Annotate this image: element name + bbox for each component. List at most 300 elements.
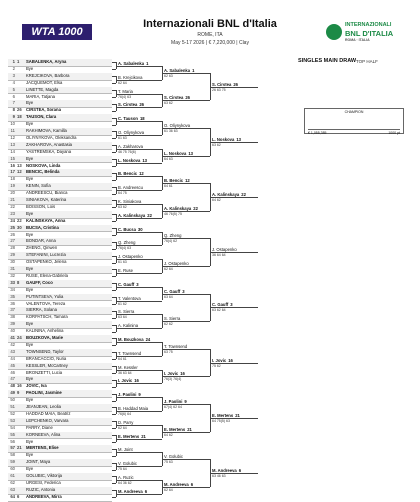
draw-position: 2 — [12, 65, 15, 71]
winner-line — [116, 494, 158, 495]
bracket-connector — [112, 304, 116, 305]
winner-line — [116, 397, 158, 398]
winner-player: B. Krejcikova — [118, 74, 143, 80]
player-name[interactable]: JACQUEMOT, Elsa — [26, 79, 63, 85]
winner-name[interactable] — [118, 75, 144, 80]
winner-player: Q. Zheng — [164, 233, 182, 239]
bracket-connector — [206, 100, 210, 101]
draw-position: 17 — [10, 169, 15, 175]
draw-position: 3 — [12, 72, 15, 78]
match-score: 61 36 63 — [164, 129, 178, 133]
bracket-connector — [112, 152, 116, 153]
draw-position: 58 — [10, 452, 15, 458]
player-name[interactable]: KESSLER, McCartney — [26, 362, 68, 368]
bracket-connector — [158, 163, 162, 164]
match-score: 76(3) 76(4) — [164, 377, 182, 382]
match-score: 64 62 — [164, 432, 173, 437]
winner-name[interactable] — [164, 68, 194, 73]
draw-position: 37 — [10, 307, 15, 313]
bracket-connector — [206, 432, 210, 433]
winner-name[interactable] — [164, 344, 189, 349]
player-name[interactable]: Bye — [26, 397, 34, 403]
winner-line — [116, 176, 158, 177]
player-name[interactable]: CIRSTEA, Sorana — [26, 107, 61, 113]
winner-player: A. Kalinina — [118, 323, 139, 329]
winner-player: M. Andreeva — [118, 488, 143, 494]
match-score: 64 61 — [164, 184, 173, 189]
winner-name[interactable] — [164, 454, 185, 459]
player-name[interactable]: BRONZETTI, Lucia — [26, 369, 63, 375]
draw-position: 6 — [12, 93, 15, 99]
winner-name[interactable] — [212, 137, 241, 142]
player-name[interactable]: STEFANINI, Lucrezia — [26, 252, 66, 258]
player-name[interactable]: RAKHIMOVA, Kamilla — [26, 128, 67, 133]
winner-seed: 9 — [184, 399, 187, 404]
bracket-connector — [158, 466, 162, 467]
winner-player: B. Haddad Maia — [118, 405, 149, 411]
winner-name[interactable] — [164, 95, 190, 100]
winner-name[interactable] — [118, 254, 145, 259]
winner-line — [116, 163, 158, 164]
winner-seed: 26 — [233, 81, 238, 87]
player-name[interactable]: KORPATSCH, Tamara — [26, 314, 68, 320]
match-score: 76(6) 64 — [118, 411, 132, 416]
draw-position: 42 — [10, 341, 15, 347]
bracket-connector — [112, 207, 116, 208]
draw-position: 59 — [10, 459, 15, 465]
draw-position: 19 — [10, 183, 15, 189]
match-score: 63 64 — [118, 315, 127, 320]
match-score: 36 64 64 — [212, 253, 226, 258]
bracket-connector — [158, 190, 162, 191]
bracket-connector — [112, 470, 116, 471]
player-name[interactable]: KALININA, Anhelina — [26, 328, 64, 334]
winner-seed: 3 — [182, 288, 185, 294]
draw-position: 56 — [10, 438, 15, 444]
brand-line-2: BNL D'ITALIA — [345, 29, 394, 38]
winner-player: A. Sabalenka — [164, 67, 191, 73]
winner-seed: 9 — [138, 392, 141, 398]
draw-position: 28 — [10, 245, 15, 251]
bracket-connector — [158, 356, 162, 357]
winner-name[interactable] — [118, 434, 146, 439]
draw-position: 29 — [10, 252, 15, 258]
winner-seed: 21 — [141, 433, 146, 439]
winner-player: Q. Zheng — [118, 240, 136, 246]
player-name[interactable]: OSTAPENKO, Jelena — [26, 259, 67, 265]
player-name[interactable]: BOUZKOVA, Marie — [26, 335, 63, 340]
bracket-connector — [158, 411, 162, 412]
draw-position: 7 — [12, 100, 15, 106]
winner-name[interactable] — [164, 371, 185, 376]
player-name[interactable]: NOSKOVA, Linda — [26, 162, 61, 168]
match-score: 61 62 — [118, 301, 127, 306]
player-name[interactable]: BOISSON, Lois — [26, 203, 56, 209]
winner-name[interactable] — [212, 468, 241, 473]
seed-number: 1 — [17, 59, 20, 64]
winner-name[interactable] — [212, 192, 246, 197]
winner-player: C. Tauson — [118, 116, 138, 122]
player-name[interactable]: JOINT, Maya — [26, 459, 51, 465]
winner-name[interactable] — [118, 351, 143, 356]
player-name[interactable]: RUZIC, Antonia — [26, 486, 56, 492]
winner-seed: 3 — [230, 302, 233, 308]
player-name[interactable]: Bye — [26, 210, 34, 216]
winner-seed: 21 — [235, 412, 240, 418]
bracket-connector — [206, 376, 210, 377]
winner-player: J. Paolini — [164, 399, 183, 404]
draw-position: 13 — [10, 141, 15, 147]
player-name[interactable]: TOWNSEND, Taylor — [26, 348, 64, 354]
player-name[interactable]: ANDREEVA, Mirra — [26, 493, 62, 499]
draw-position: 23 — [10, 210, 15, 216]
match-score: 64 62 — [212, 198, 221, 202]
winner-seed: 18 — [139, 116, 145, 122]
winner-name[interactable] — [212, 302, 233, 307]
match-score: 62 64 — [164, 267, 173, 271]
winner-player: J. Ostapenko — [118, 254, 143, 260]
draw-position: 36 — [10, 300, 15, 306]
winner-name[interactable] — [118, 323, 140, 328]
winner-name[interactable] — [118, 296, 143, 301]
draw-position: 62 — [10, 479, 15, 485]
bracket-connector — [112, 442, 116, 443]
match-score: 75 63 — [164, 460, 173, 465]
winner-name[interactable] — [118, 475, 136, 480]
seed-number: 30 — [17, 224, 22, 230]
winner-player: L. Noskova — [164, 150, 187, 156]
player-name[interactable]: KORNEEVA, Alina — [26, 431, 61, 437]
seed-number: 26 — [17, 107, 22, 113]
bracket-connector — [158, 135, 162, 136]
winner-player: A. Kalinskaya — [164, 205, 192, 211]
player-name[interactable]: RUSE, Elena-Gabriela — [26, 272, 68, 278]
draw-position: 44 — [10, 355, 15, 361]
winner-name[interactable] — [164, 427, 192, 432]
bracket-connector — [158, 439, 162, 440]
draw-position: 11 — [10, 128, 15, 133]
winner-seed: 22 — [147, 212, 152, 218]
winner-name[interactable] — [118, 240, 137, 245]
winner-name[interactable] — [118, 89, 135, 94]
player-name[interactable]: ZHENG, Qinwen — [26, 245, 58, 251]
winner-player: M. Andreeva — [164, 481, 189, 487]
winner-name[interactable] — [164, 289, 185, 294]
brand-line-3: ROMA · ITALIA — [345, 38, 370, 42]
winner-name[interactable] — [118, 365, 140, 370]
winner-name[interactable] — [212, 247, 239, 252]
bracket-connector — [158, 273, 162, 274]
player-name[interactable]: HADDAD MAIA, Beatriz — [26, 410, 71, 416]
player-name[interactable]: Bye — [26, 121, 34, 127]
winner-name[interactable] — [118, 227, 143, 232]
match-score: 64 75 — [118, 191, 127, 196]
draw-position: 34 — [10, 286, 15, 292]
player-name[interactable]: MERTENS, Elise — [26, 445, 59, 451]
winner-name[interactable] — [212, 413, 240, 418]
winner-name[interactable] — [118, 102, 144, 107]
winner-name[interactable] — [164, 399, 187, 404]
player-name[interactable]: Bye — [26, 155, 34, 161]
player-name[interactable]: YASTREMSKA, Dayana — [26, 148, 72, 154]
winner-seed: 13 — [188, 150, 194, 156]
winner-name[interactable] — [118, 489, 147, 494]
winner-name[interactable] — [118, 185, 145, 190]
match-score: 75 62 — [212, 363, 221, 368]
seed-number: 16 — [17, 383, 22, 389]
player-name[interactable]: PAOLINI, Jasmine — [26, 390, 62, 396]
winner-player: A. Sabalenka — [118, 60, 145, 66]
draw-position: 33 — [10, 279, 15, 285]
match-score: 46 75 76(6) — [118, 149, 136, 154]
winner-name[interactable] — [212, 82, 238, 87]
player-name[interactable]: JOVIC, Iva — [26, 383, 47, 389]
winner-player: D. Parry — [118, 419, 134, 425]
winner-name[interactable] — [118, 158, 147, 163]
seed-number: 12 — [17, 169, 22, 175]
player-name[interactable]: Bye — [26, 65, 34, 71]
bracket-connector — [112, 276, 116, 277]
winner-name[interactable] — [118, 144, 145, 149]
bracket-connector — [112, 318, 116, 319]
winner-seed: 13 — [236, 136, 242, 142]
draw-position: 9 — [12, 114, 15, 120]
winner-name[interactable] — [118, 378, 139, 383]
bracket-connector — [112, 497, 116, 498]
winner-line — [116, 287, 158, 288]
bracket-connector — [206, 487, 210, 488]
player-name[interactable]: BENCIC, Belinda — [26, 169, 60, 175]
winner-player: C. Bucsa — [118, 226, 136, 232]
bracket-connector — [158, 218, 162, 219]
player-name[interactable]: LINETTE, Magda — [26, 86, 59, 92]
match-score: 36 63 64 — [118, 370, 132, 375]
winner-name[interactable] — [118, 213, 152, 218]
winner-seed: 6 — [144, 488, 148, 494]
winner-name[interactable] — [164, 482, 193, 487]
draw-position: 4 — [12, 79, 15, 85]
winner-player: J. Ostapenko — [164, 261, 189, 266]
winner-seed: 6 — [238, 468, 242, 473]
winner-name[interactable] — [118, 171, 144, 176]
draw-position: 22 — [10, 203, 15, 209]
winner-seed: 1 — [146, 60, 149, 66]
winner-player: S. Cirstea — [118, 102, 138, 108]
winner-player: V. Golubic — [118, 461, 137, 467]
player-name[interactable]: Bye — [26, 452, 34, 458]
player-name[interactable]: PARRY, Diane — [26, 424, 53, 430]
winner-player: T. Maria — [118, 88, 133, 94]
bracket-connector — [112, 263, 116, 264]
match-score: 63 64 — [164, 294, 173, 299]
winner-name[interactable] — [118, 447, 135, 452]
draw-position: 61 — [10, 473, 15, 478]
draw-position: 52 — [10, 410, 15, 416]
draw-position: 46 — [10, 369, 15, 375]
winner-name[interactable] — [164, 261, 191, 266]
player-name[interactable]: KREJCIKOVA, Barbora — [26, 72, 70, 78]
match-score: 64 61 — [118, 356, 127, 361]
draw-position: 8 — [12, 107, 15, 113]
match-score: 63 62 64 — [212, 308, 226, 313]
bracket-connector — [158, 107, 162, 108]
player-name[interactable]: JEANJEAN, Leolia — [26, 404, 61, 409]
player-name[interactable]: MARIA, Tatjana — [26, 93, 56, 99]
winner-player: A. Ruzic — [118, 474, 134, 480]
winner-seed: 16 — [228, 357, 233, 363]
player-name[interactable]: LEPCHENKO, Varvara — [26, 417, 69, 423]
bracket-connector — [158, 80, 162, 81]
player-name[interactable]: SINIAKOVA, Katerina — [26, 197, 67, 202]
player-name[interactable]: Bye — [26, 376, 34, 382]
player-name[interactable]: OLIYNYKOVA, Oleksandra — [26, 134, 77, 140]
tournament-location: ROME, ITA — [197, 32, 223, 38]
bracket-connector — [112, 83, 116, 84]
player-name[interactable]: ANDREESCU, Bianca — [26, 190, 68, 196]
match-score: 63 62 — [164, 101, 173, 106]
winner-name[interactable] — [118, 268, 135, 273]
brand-line-1: INTERNAZIONALI — [345, 22, 392, 28]
draw-position: 41 — [10, 335, 15, 340]
winner-name[interactable] — [118, 406, 150, 411]
bracket-connector — [206, 266, 210, 267]
draw-position: 49 — [10, 390, 15, 396]
winner-name[interactable] — [118, 282, 139, 287]
tournament-dates: May 5-17 2026 | € 7,220,000 | Clay — [171, 40, 249, 46]
winner-line — [116, 107, 158, 108]
draw-position: 15 — [10, 155, 15, 161]
draw-position: 10 — [10, 121, 15, 127]
draw-position: 47 — [10, 376, 15, 382]
winner-name[interactable] — [118, 130, 146, 135]
winner-player: M. Andreeva — [212, 468, 237, 473]
bracket-connector — [112, 387, 116, 388]
seed-number: 24 — [17, 335, 22, 340]
winner-line — [116, 383, 158, 384]
bracket-connector — [112, 401, 116, 402]
player-name[interactable]: Bye — [26, 266, 34, 271]
winner-name[interactable] — [118, 309, 136, 314]
player-name[interactable]: Bye — [26, 341, 34, 347]
player-name[interactable]: TAUSON, Clara — [26, 114, 57, 120]
bracket-connector — [112, 483, 116, 484]
winner-player: L. Noskova — [118, 157, 141, 163]
winner-player: E. Mertens — [164, 426, 186, 432]
winner-player: T. Townsend — [164, 343, 188, 349]
champion-points: 1000 pt — [388, 131, 400, 135]
match-score: 62 64 — [118, 425, 127, 430]
player-name[interactable]: KENIN, Sofia — [26, 183, 51, 189]
player-name[interactable]: Bye — [26, 286, 34, 292]
winner-name[interactable] — [164, 233, 183, 238]
player-name[interactable]: Bye — [26, 321, 34, 327]
draw-row — [8, 494, 112, 502]
player-name[interactable]: GOLUBIC, Viktorija — [26, 473, 62, 478]
player-name[interactable]: SABALENKA, Aryna — [26, 59, 67, 64]
seed-number: 21 — [17, 445, 22, 451]
draw-position: 21 — [10, 197, 15, 202]
bracket-connector — [112, 69, 116, 70]
winner-line — [116, 273, 158, 274]
player-name[interactable]: VALENTOVA, Tereza — [26, 300, 66, 306]
player-name[interactable]: Bye — [26, 466, 34, 472]
winner-player: J. Paolini — [118, 392, 137, 398]
winner-player: E. Mertens — [212, 412, 234, 418]
winner-line — [116, 328, 158, 329]
winner-player: A. Kalinskaya — [118, 212, 146, 218]
bracket-connector — [206, 321, 210, 322]
match-score: 64 63 — [164, 156, 173, 161]
player-name[interactable]: ZAKHAROVA, Anastasia — [26, 141, 73, 147]
winner-name[interactable] — [164, 151, 193, 156]
winner-seed: 16 — [180, 371, 185, 377]
match-score: 26 63 75 — [212, 87, 226, 92]
draw-position: 57 — [10, 445, 15, 451]
player-name[interactable]: Bye — [26, 100, 34, 106]
winner-name[interactable] — [164, 123, 192, 128]
player-name[interactable]: BONDAR, Anna — [26, 238, 56, 244]
winner-name[interactable] — [164, 178, 190, 183]
player-name[interactable]: Bye — [26, 438, 34, 444]
winner-player: S. Cirstea — [212, 81, 232, 87]
draw-position: 30 — [10, 259, 15, 265]
winner-name[interactable] — [118, 420, 135, 425]
winner-player: I. Jovic — [212, 357, 227, 363]
draw-position: 53 — [10, 417, 15, 423]
winner-line — [116, 218, 158, 219]
bracket-connector — [112, 125, 116, 126]
winner-player: I. Jovic — [118, 378, 133, 384]
winner-name[interactable] — [118, 116, 145, 121]
winner-seed: 26 — [139, 102, 144, 108]
winner-seed: 30 — [137, 226, 143, 232]
draw-position: 38 — [10, 314, 15, 320]
player-name[interactable]: GAUFF, Coco — [26, 279, 53, 285]
bracket-connector — [112, 290, 116, 291]
player-name[interactable]: BUCSA, Cristina — [26, 224, 59, 230]
winner-name[interactable] — [118, 337, 150, 342]
winner-name[interactable] — [118, 199, 143, 204]
player-name[interactable]: PUTINTSEVA, Yulia — [26, 293, 64, 299]
winner-player: M. Bouzkova — [118, 336, 144, 342]
draw-position: 60 — [10, 466, 15, 472]
player-name[interactable]: URGESI, Federica — [26, 479, 61, 485]
bracket-connector — [112, 373, 116, 374]
winner-line — [116, 439, 158, 440]
player-name[interactable]: Bye — [26, 176, 34, 182]
bracket-connector — [112, 249, 116, 250]
match-score: 62 62 — [164, 322, 173, 327]
player-name[interactable]: BRANCACCIO, Nuria — [26, 355, 67, 361]
champion-label: CHAMPION — [344, 110, 364, 114]
match-score: 64 36 62 — [118, 480, 132, 485]
winner-name[interactable] — [164, 206, 198, 211]
winner-name[interactable] — [118, 61, 148, 66]
match-score: 76(4) 63 — [118, 246, 132, 251]
bracket-connector — [112, 332, 116, 333]
winner-name[interactable] — [118, 392, 141, 397]
player-name[interactable]: KALINSKAYA, Anna — [26, 217, 66, 223]
winner-player: B. Bencic — [118, 171, 138, 177]
bracket-connector — [112, 456, 116, 457]
winner-name[interactable] — [164, 316, 182, 321]
winner-player: E. Ruse — [118, 267, 133, 273]
player-name[interactable]: SIERRA, Solana — [26, 307, 57, 313]
bracket-connector — [206, 156, 210, 157]
draw-position: 64 — [10, 493, 15, 499]
winner-name[interactable] — [212, 358, 233, 363]
player-name[interactable]: Bye — [26, 231, 34, 237]
